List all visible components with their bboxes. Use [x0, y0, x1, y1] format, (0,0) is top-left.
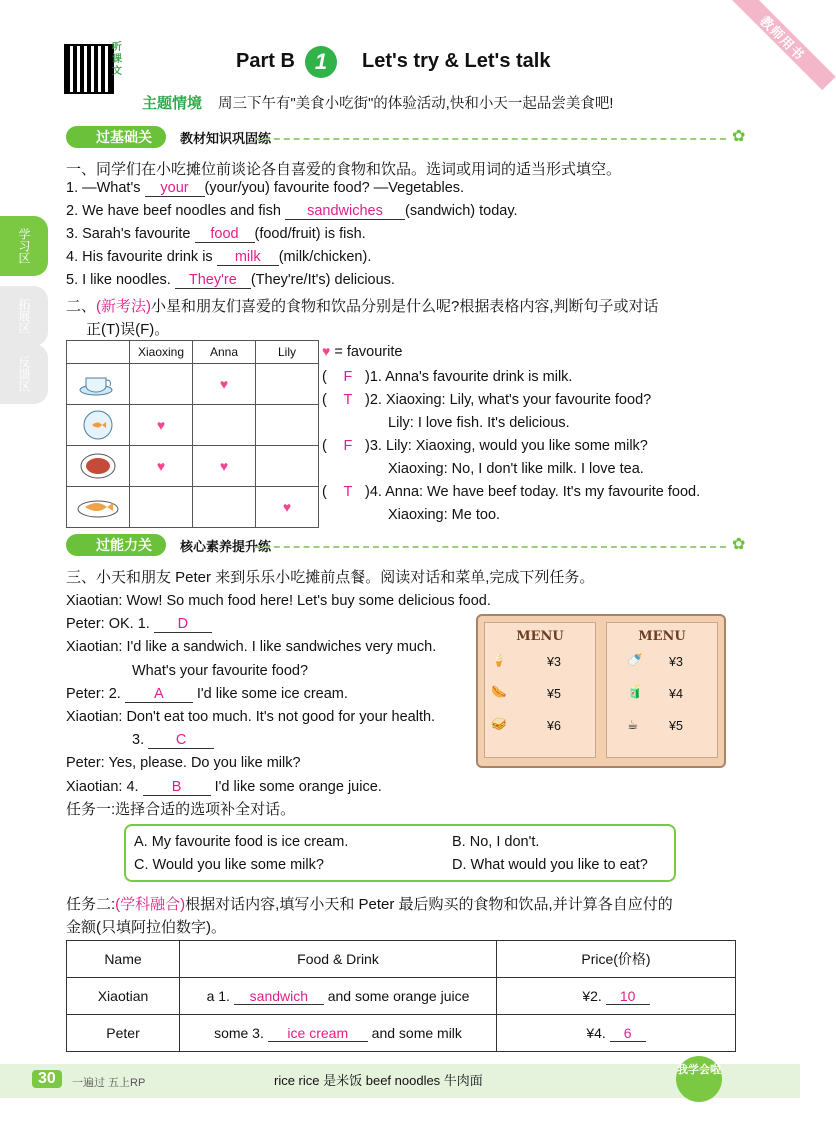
dialogue-line: Xiaotian: I'd like a sandwich. I like sandwiches very much.: [66, 639, 437, 656]
row-name: Xiaotian: [67, 978, 180, 1015]
judgment-item: ( T )2. Xiaoxing: Lily, what's your favourite food?: [322, 392, 652, 408]
legend: ♥ = favourite: [322, 343, 403, 360]
part-label: Part B: [236, 50, 295, 72]
answer-blank[interactable]: food: [195, 226, 255, 243]
divider: [254, 546, 726, 548]
option-d[interactable]: D. What would you like to eat?: [452, 857, 648, 873]
row-food: some 3. ice cream and some milk: [180, 1015, 497, 1052]
answer-blank[interactable]: D: [154, 616, 212, 633]
fill-item-3: 3. Sarah's favourite food (food/fruit) is fish.: [66, 226, 366, 242]
judgment-item: ( F )1. Anna's favourite drink is milk.: [322, 369, 573, 385]
learned-badge[interactable]: 我学会啦: [676, 1056, 722, 1102]
section-ability-pill: 过能力关: [66, 534, 166, 556]
judgment-item: ( F )3. Lily: Xiaoxing, would you like some milk?: [322, 438, 648, 454]
column-header: Name: [67, 941, 180, 978]
tea-cup-image: [67, 364, 130, 405]
price-table: [66, 940, 736, 1052]
side-tab-extend[interactable]: 拓展区: [0, 286, 48, 346]
task-2-title-cont: 金额(只填阿拉伯数字)。: [66, 919, 226, 936]
option-a[interactable]: A. My favourite food is ice cream.: [134, 834, 349, 850]
heart-icon: ♥: [322, 343, 331, 359]
section-basic-sub: 教材知识巩固练: [180, 131, 272, 146]
answer-blank[interactable]: A: [125, 686, 193, 703]
fill-item-5: 5. I like noodles. They're (They're/It's) delicious.: [66, 272, 395, 288]
column-header: Anna: [193, 341, 256, 364]
dialogue-line: Xiaotian: Don't eat too much. It's not good for your health.: [66, 709, 436, 726]
menu-price: ¥5: [669, 719, 683, 733]
qr-code[interactable]: [64, 44, 114, 94]
fill-item-2: 2. We have beef noodles and fish sandwiches (sandwich) today.: [66, 203, 518, 219]
heart-icon: ♥: [219, 458, 229, 474]
footer-brand: 一遍过 五上RP: [72, 1077, 146, 1089]
answer-blank[interactable]: your: [145, 180, 205, 197]
dialogue-line: Peter: OK. 1. D: [66, 613, 491, 636]
dialogue-line: Xiaotian: Wow! So much food here! Let's buy some delicious food.: [66, 593, 491, 609]
lesson-number-badge: 1: [305, 46, 337, 78]
menu-price: ¥4: [669, 687, 683, 701]
ice-cream-icon: 🍦: [491, 653, 507, 667]
theme-text: 周三下午有"美食小吃街"的体验活动,快和小天一起品尝美食吧!: [218, 96, 614, 112]
column-header: Food & Drink: [180, 941, 497, 978]
dialogue-line: Peter: 2. A I'd like some ice cream.: [66, 685, 348, 702]
lesson-title: Let's try & Let's talk: [362, 50, 551, 72]
heart-icon: ♥: [219, 376, 229, 392]
dialogue-line: Peter: Yes, please. Do you like milk?: [66, 755, 301, 772]
section-basic-pill: 过基础关: [66, 126, 166, 148]
theme-label: 主题情境: [142, 95, 203, 112]
dialogue-line: What's your favourite food?: [132, 662, 309, 679]
menu-title: MENU: [516, 629, 564, 644]
hotdog-icon: 🌭: [491, 685, 507, 699]
column-header: Xiaoxing: [130, 341, 193, 364]
menu-book: [476, 614, 726, 768]
sandwich-icon: 🥪: [491, 717, 507, 731]
question-2-title-cont: 正(T)误(F)。: [86, 321, 170, 338]
judgment-line: Xiaoxing: Me too.: [388, 507, 501, 523]
heart-icon: ♥: [282, 499, 292, 515]
heart-icon: ♥: [156, 458, 166, 474]
fill-item-1: 1. —What's your (your/you) favourite food? —Vegetables.: [66, 180, 465, 196]
menu-price: ¥5: [547, 687, 561, 701]
dialogue-line: Xiaotian: 4. B I'd like some orange juice.: [66, 778, 382, 795]
clover-icon: ✿: [732, 128, 746, 145]
teacher-edition-corner: 教师用书: [710, 0, 800, 90]
menu-page-left: [484, 622, 596, 758]
favourites-table: [66, 340, 319, 528]
divider: [254, 138, 726, 140]
answer-blank[interactable]: They're: [175, 272, 251, 289]
menu-price: ¥3: [669, 655, 683, 669]
row-name: Peter: [67, 1015, 180, 1052]
juice-icon: 🧃: [627, 685, 643, 699]
qr-label: 听课文: [112, 42, 122, 77]
side-tab-study[interactable]: 学习区: [0, 216, 48, 276]
row-price: ¥4. 6: [497, 1015, 736, 1052]
beef-plate-image: [67, 446, 130, 487]
section-ability-sub: 核心素养提升练: [180, 539, 272, 554]
milk-bottle-icon: 🍼: [627, 653, 643, 667]
fishbowl-image: [67, 405, 130, 446]
task-2-title: 任务二:(学科融合)根据对话内容,填写小天和 Peter 最后购买的食物和饮品,并计算各自应付的: [66, 896, 673, 913]
judgment-item: ( T )4. Anna: We have beef today. It's my favourite food.: [322, 484, 701, 500]
judgment-line: Xiaoxing: No, I don't like milk. I love tea.: [388, 461, 644, 477]
question-3-title: 三、小天和朋友 Peter 来到乐乐小吃摊前点餐。阅读对话和菜单,完成下列任务。: [66, 569, 595, 586]
answer-blank[interactable]: ice cream: [268, 1025, 368, 1042]
menu-price: ¥3: [547, 655, 561, 669]
answer-blank[interactable]: C: [148, 732, 214, 749]
menu-title: MENU: [638, 629, 686, 644]
tea-cup-icon: ☕: [627, 718, 639, 732]
column-header: Price(价格): [497, 941, 736, 978]
judgment-line: Lily: I love fish. It's delicious.: [388, 415, 570, 431]
section-basic-bar: [66, 126, 746, 150]
dialogue: [66, 590, 491, 799]
judgment-list: [322, 366, 700, 527]
row-price: ¥2. 10: [497, 978, 736, 1015]
options-box: [124, 824, 676, 882]
task-1-title: 任务一:选择合适的选项补全对话。: [66, 801, 296, 818]
heart-icon: ♥: [156, 417, 166, 433]
dialogue-line: 3. C: [66, 729, 491, 752]
footer-vocab: rice rice 是米饭 beef noodles 牛肉面: [274, 1073, 483, 1088]
answer-blank[interactable]: 6: [610, 1025, 646, 1042]
section-ability-bar: [66, 534, 746, 558]
option-c[interactable]: C. Would you like some milk?: [134, 857, 324, 873]
page-number: 30: [32, 1070, 62, 1088]
answer-blank[interactable]: milk: [217, 249, 279, 266]
question-1-title: 一、同学们在小吃摊位前谈论各自喜爱的食物和饮品。选词或用词的适当形式填空。: [66, 161, 622, 178]
answer-blank[interactable]: sandwich: [234, 988, 324, 1005]
question-2-title: 二、(新考法)小星和朋友们喜爱的食物和饮品分别是什么呢?根据表格内容,判断句子或对话: [66, 298, 659, 315]
answer-blank[interactable]: B: [143, 779, 211, 796]
table-row: [67, 1015, 736, 1052]
option-b[interactable]: B. No, I don't.: [452, 834, 540, 850]
side-tab-feedback[interactable]: 反馈区: [0, 344, 48, 404]
menu-page-right: [606, 622, 718, 758]
clover-icon: ✿: [732, 536, 746, 553]
fish-plate-image: [67, 487, 130, 528]
menu-price: ¥6: [547, 719, 561, 733]
answer-blank[interactable]: sandwiches: [285, 203, 405, 220]
column-header: Lily: [256, 341, 319, 364]
table-row: [67, 978, 736, 1015]
row-food: a 1. sandwich and some orange juice: [180, 978, 497, 1015]
answer-blank[interactable]: 10: [606, 988, 650, 1005]
fill-item-4: 4. His favourite drink is milk (milk/chicken).: [66, 249, 372, 265]
